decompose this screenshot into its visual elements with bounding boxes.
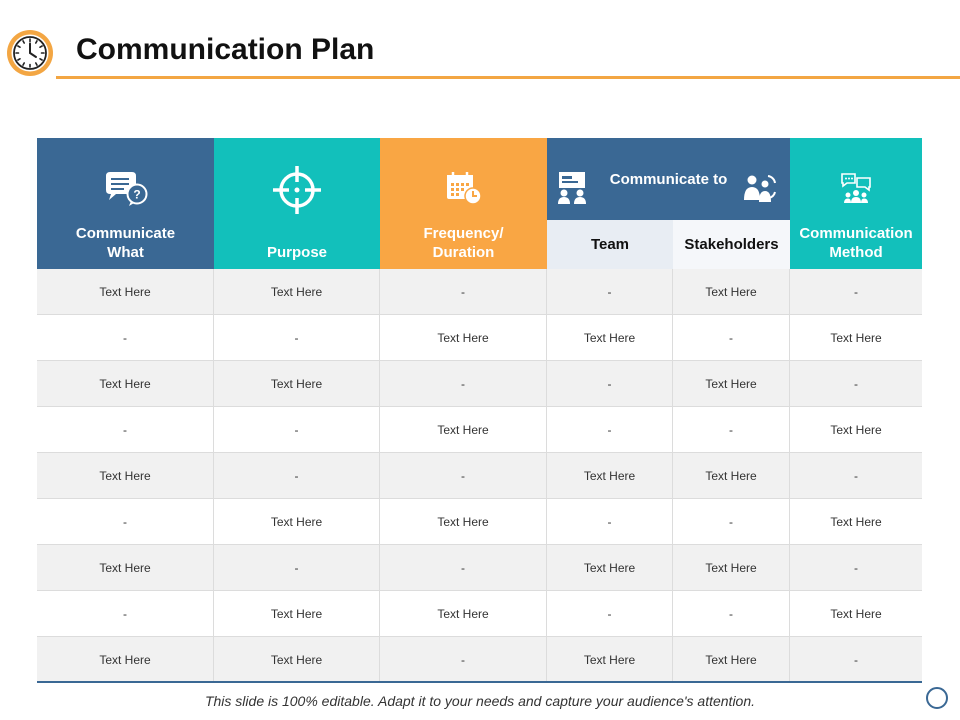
table-cell: Text Here — [214, 499, 380, 545]
calendar-clock-icon — [444, 170, 484, 206]
table-cell: Text Here — [547, 637, 673, 683]
table-cell: Text Here — [214, 269, 380, 315]
table-cell: Text Here — [673, 637, 790, 683]
table-row — [37, 269, 922, 315]
table-cell: - — [854, 377, 858, 391]
table-cell: Text Here — [547, 545, 673, 591]
table-bottom-rule — [37, 681, 922, 683]
header-team: Team — [547, 220, 673, 269]
chat-question-icon — [102, 170, 150, 210]
table-cell: - — [37, 315, 214, 361]
header-communicate-what — [37, 138, 214, 269]
table-cell: Text Here — [214, 637, 380, 683]
title-underline — [56, 76, 960, 79]
header-method-label: Communication Method — [799, 225, 913, 261]
table-cell: - — [380, 545, 547, 591]
table-cell: - — [854, 653, 858, 667]
table-cell: Text Here — [37, 269, 214, 315]
table-row — [37, 315, 922, 361]
table-cell: - — [380, 361, 547, 407]
table-cell: - — [673, 315, 790, 361]
table-cell: Text Here — [830, 607, 882, 621]
table-cell: - — [214, 545, 380, 591]
table-cell: Text Here — [673, 453, 790, 499]
table-row — [37, 499, 922, 545]
group-chat-icon — [839, 170, 873, 206]
table-cell: Text Here — [830, 423, 882, 437]
table-row — [37, 591, 922, 637]
table-cell: - — [547, 361, 673, 407]
table-cell: - — [854, 285, 858, 299]
table-row — [37, 637, 922, 683]
target-crosshair-icon — [270, 163, 324, 217]
table-cell: - — [214, 407, 380, 453]
table-cell: - — [547, 591, 673, 637]
table-cell: - — [547, 269, 673, 315]
table-cell: Text Here — [547, 453, 673, 499]
header-communicate-to — [547, 138, 790, 220]
table-cell: - — [547, 499, 673, 545]
header-purpose-label: Purpose — [266, 244, 327, 261]
header-communicate-what-label: Communicate What — [75, 225, 176, 261]
table-cell: Text Here — [547, 315, 673, 361]
table-cell: Text Here — [380, 499, 547, 545]
page-title: Communication Plan — [76, 33, 375, 66]
table-cell: Text Here — [214, 361, 380, 407]
table-row — [37, 453, 922, 499]
svg-text:?: ? — [132, 187, 141, 202]
table-row — [37, 545, 922, 591]
table-cell: - — [380, 269, 547, 315]
table-cell: Text Here — [673, 269, 790, 315]
table-cell: Text Here — [673, 361, 790, 407]
table-cell: - — [673, 591, 790, 637]
corner-circle-icon — [926, 687, 948, 709]
header-frequency-label: Frequency/ Duration — [423, 225, 504, 261]
table-cell: - — [214, 315, 380, 361]
table-cell: Text Here — [37, 361, 214, 407]
header-purpose — [214, 138, 380, 269]
header-method — [790, 138, 922, 269]
clock-icon — [5, 28, 55, 78]
table-cell: Text Here — [380, 315, 547, 361]
header-frequency — [380, 138, 547, 269]
table-cell: Text Here — [673, 545, 790, 591]
table-cell: - — [37, 499, 214, 545]
footer-note: This slide is 100% editable. Adapt it to your needs and capture your audience's attention. — [204, 693, 756, 709]
table-cell: Text Here — [830, 331, 882, 345]
table-cell: - — [673, 407, 790, 453]
table-cell: - — [673, 499, 790, 545]
table-cell: Text Here — [380, 591, 547, 637]
table-cell: - — [854, 561, 858, 575]
table-cell: - — [380, 637, 547, 683]
stakeholders-refresh-icon — [742, 170, 778, 206]
table-cell: Text Here — [214, 591, 380, 637]
table-row — [37, 407, 922, 453]
table-row — [37, 361, 922, 407]
table-cell: - — [37, 591, 214, 637]
table-cell: - — [214, 453, 380, 499]
table-cell: - — [854, 469, 858, 483]
header-communicate-to-label: Communicate to — [609, 171, 728, 188]
table-cell: - — [547, 407, 673, 453]
table-cell: Text Here — [37, 545, 214, 591]
table-cell: Text Here — [37, 637, 214, 683]
table-cell: - — [380, 453, 547, 499]
table-cell: Text Here — [37, 453, 214, 499]
header-stakeholders: Stakeholders — [673, 220, 790, 269]
table-cell: Text Here — [830, 515, 882, 529]
table-cell: - — [37, 407, 214, 453]
table-cell: Text Here — [380, 407, 547, 453]
